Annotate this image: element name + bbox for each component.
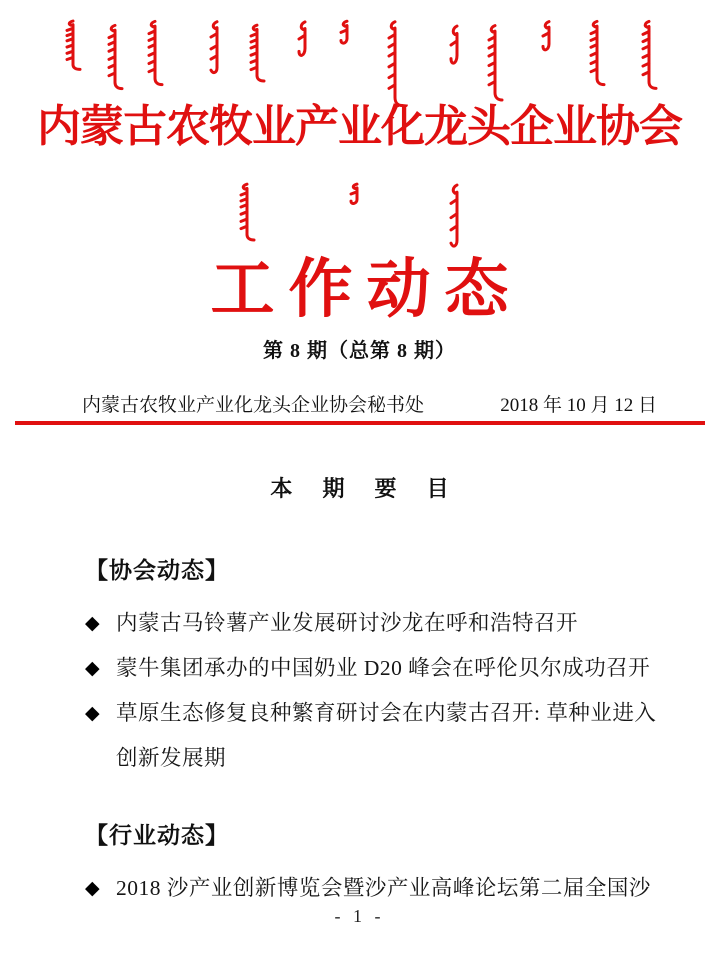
page-number: - 1 -	[334, 906, 385, 926]
association-news-list	[85, 601, 663, 781]
industry-news-list	[85, 866, 663, 911]
diamond-bullet-icon: ◆	[85, 703, 100, 724]
toc-item-text: 2018 沙产业创新博览会暨沙产业高峰论坛第二届全国沙	[116, 876, 651, 900]
list-item	[85, 691, 663, 781]
diamond-bullet-icon: ◆	[85, 658, 100, 679]
bulletin-title: 工作动态	[210, 254, 523, 325]
section-title-industry-news: 【行业动态】	[85, 822, 229, 848]
diamond-bullet-icon: ◆	[85, 878, 100, 899]
section-title-association-news: 【协会动态】	[85, 557, 229, 583]
publisher-row	[82, 390, 657, 417]
toc-item-text: 蒙牛集团承办的中国奶业 D20 峰会在呼伦贝尔成功召开	[116, 656, 651, 680]
toc-heading: 本 期 要 目	[270, 476, 461, 501]
organization-title: 内蒙古农牧业产业化龙头企业协会	[37, 102, 682, 151]
toc-body	[85, 552, 663, 911]
publish-date: 2018 年 10 月 12 日	[500, 395, 657, 416]
toc-item-text: 草原生态修复良种繁育研讨会在内蒙古召开: 草种业进入创新发展期	[116, 701, 657, 770]
list-item	[85, 646, 663, 691]
list-item	[85, 601, 663, 646]
red-divider-rule	[15, 421, 705, 425]
diamond-bullet-icon: ◆	[85, 613, 100, 634]
section-gap	[85, 781, 663, 817]
publisher-name: 内蒙古农牧业产业化龙头企业协会秘书处	[82, 395, 425, 416]
toc-item-text: 内蒙古马铃薯产业发展研讨沙龙在呼和浩特召开	[116, 611, 579, 635]
list-item	[85, 866, 663, 911]
issue-number: 第 8 期（总第 8 期）	[263, 340, 456, 362]
